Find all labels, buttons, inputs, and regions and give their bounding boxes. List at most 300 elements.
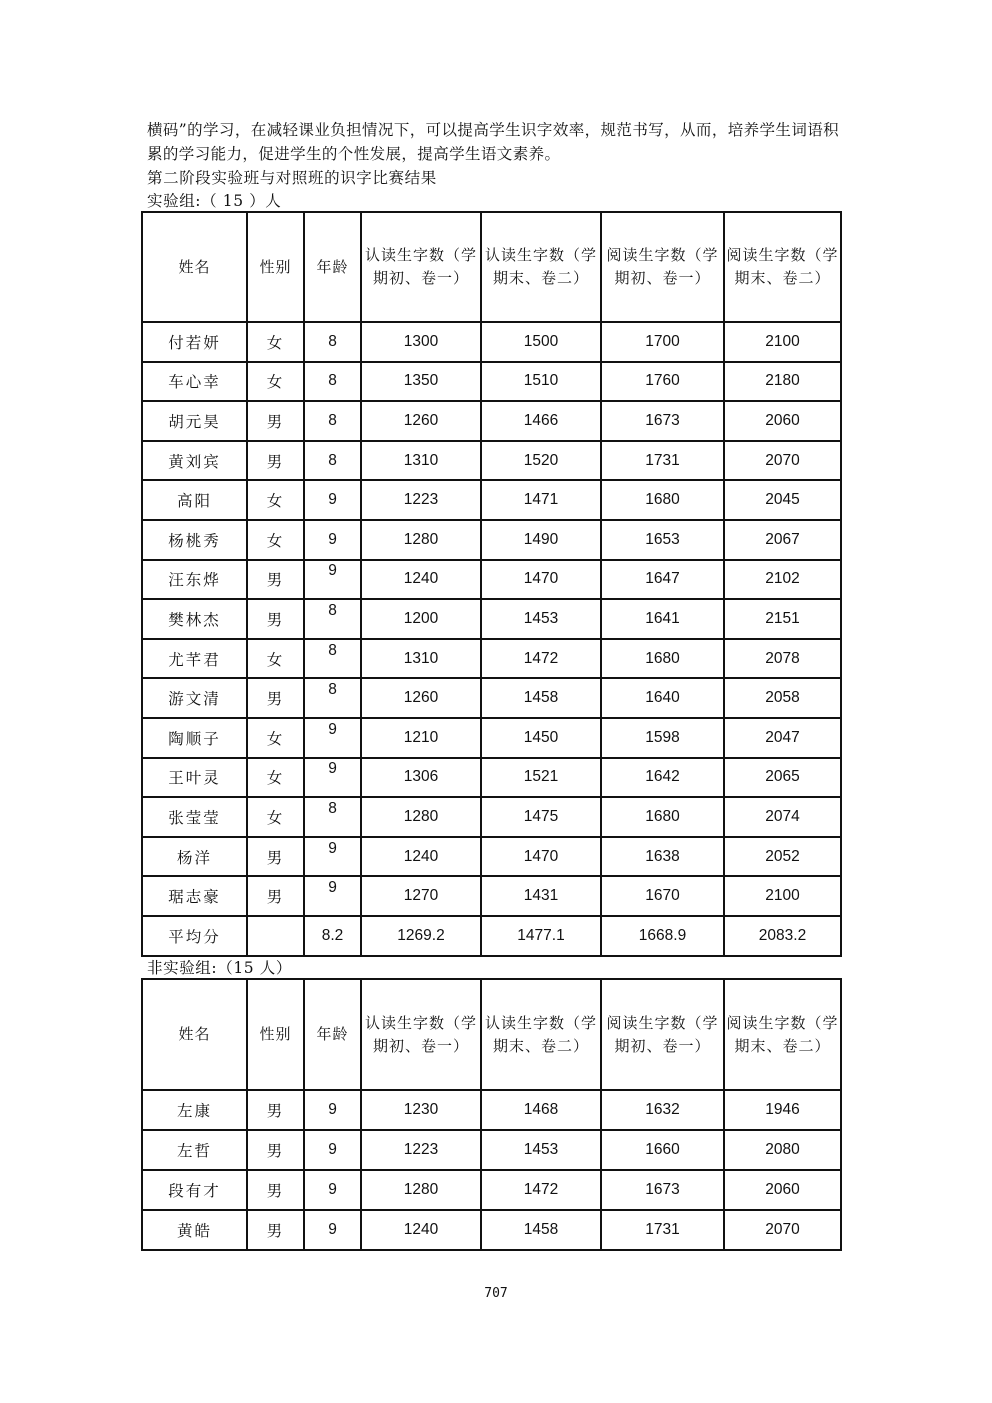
header-recog-end: 认读生字数（学期末、卷二）: [481, 212, 601, 322]
cell-age-text: 9: [328, 1221, 337, 1238]
cell-read-end-text: 2078: [765, 649, 800, 667]
cell-recog-start-text: 1310: [403, 451, 439, 469]
cell-name-text: 樊林杰: [168, 610, 221, 629]
cell-name: [142, 639, 247, 679]
cell-name-text: 左哲: [176, 1142, 212, 1160]
cell-age: [304, 1090, 361, 1130]
cell-recog-start: [361, 520, 481, 560]
cell-gender: [247, 718, 304, 758]
cell-name: [142, 599, 247, 639]
cell-age-text: 8: [328, 451, 337, 469]
cell-gender: [247, 758, 304, 798]
cell-age-text: 8: [328, 601, 337, 619]
cell-name: [142, 678, 247, 718]
cell-age: [304, 480, 361, 520]
cell-recog-start-text: 1240: [403, 570, 439, 588]
cell-recog-start-text: 1230: [403, 1101, 439, 1118]
cell-recog-end-text: 1458: [523, 689, 559, 707]
table-row: [142, 639, 841, 679]
cell-recog-end: [481, 401, 601, 441]
cell-age-text: 8.2: [321, 926, 344, 944]
cell-age: [304, 876, 361, 916]
cell-recog-end: [481, 480, 601, 520]
cell-read-start-text: 1598: [645, 728, 680, 746]
cell-name: [142, 480, 247, 520]
cell-recog-start-text: 1260: [403, 411, 439, 429]
cell-age-text: 9: [328, 1101, 337, 1118]
cell-age: [304, 362, 361, 402]
cell-recog-start: [361, 362, 481, 402]
table-row: [142, 480, 841, 520]
cell-gender-text: 女: [266, 531, 285, 550]
control-group-table: [141, 978, 842, 1251]
table-row: [142, 1130, 841, 1170]
cell-gender-text: 女: [266, 808, 285, 827]
cell-read-start: [601, 1090, 724, 1130]
cell-recog-end-text: 1521: [523, 768, 559, 786]
cell-recog-start-text: 1200: [403, 609, 439, 627]
cell-gender: [247, 322, 304, 362]
cell-recog-end: [481, 1130, 601, 1170]
cell-read-start: [601, 678, 724, 718]
cell-age-text: 8: [328, 372, 337, 390]
cell-recog-start: [361, 876, 481, 916]
cell-read-start-text: 1642: [645, 768, 680, 786]
cell-gender-text: 女: [266, 373, 285, 392]
cell-age: [304, 758, 361, 798]
cell-age: [304, 1130, 361, 1170]
cell-read-end: [724, 718, 841, 758]
cell-age-text: 8: [328, 681, 337, 699]
cell-recog-end-text: 1490: [523, 530, 559, 548]
cell-gender: [247, 362, 304, 402]
table-row: [142, 362, 841, 402]
experimental-group-label: [147, 189, 281, 211]
cell-read-end-text: 2058: [765, 689, 800, 707]
cell-name: [142, 797, 247, 837]
cell-read-start: [601, 362, 724, 402]
cell-gender-text: 男: [266, 412, 285, 431]
cell-read-end-text: 2180: [765, 372, 800, 390]
cell-name: [142, 401, 247, 441]
cell-read-end: [724, 401, 841, 441]
cell-age-text: 9: [328, 491, 337, 509]
cell-recog-end: [481, 362, 601, 402]
cell-age-text: 9: [328, 1181, 337, 1198]
cell-read-start-text: 1760: [645, 372, 680, 390]
cell-read-start: [601, 1130, 724, 1170]
cell-recog-end: [481, 322, 601, 362]
header-read-end: 阅读生字数（学期末、卷二）: [724, 212, 841, 322]
cell-name-text: 段有才: [168, 1182, 221, 1200]
cell-gender: [247, 837, 304, 877]
cell-age: [304, 1210, 361, 1250]
cell-recog-end-text: 1477.1: [517, 926, 565, 944]
header-gender: 性别: [247, 979, 304, 1090]
cell-age-text: 9: [328, 760, 337, 778]
cell-recog-end: [481, 441, 601, 481]
cell-recog-start-text: 1210: [403, 728, 439, 746]
cell-name: [142, 1130, 247, 1170]
cell-recog-end-text: 1470: [523, 570, 559, 588]
cell-recog-end-text: 1520: [523, 451, 559, 469]
cell-gender: [247, 1090, 304, 1130]
cell-read-start: [601, 1210, 724, 1250]
cell-read-start-text: 1668.9: [638, 926, 687, 944]
cell-read-start: [601, 599, 724, 639]
cell-read-start-text: 1731: [645, 1221, 680, 1238]
cell-read-start-text: 1680: [645, 491, 680, 509]
cell-read-end: [724, 599, 841, 639]
cell-recog-start: [361, 322, 481, 362]
cell-recog-start-text: 1280: [403, 530, 439, 548]
cell-age: [304, 639, 361, 679]
table-row: [142, 1170, 841, 1210]
cell-name: [142, 520, 247, 560]
header-name: 姓名: [142, 212, 247, 322]
control-group-label: [147, 956, 292, 978]
cell-gender: [247, 639, 304, 679]
table-row: [142, 758, 841, 798]
cell-recog-start-text: 1260: [403, 689, 439, 707]
table-row: [142, 520, 841, 560]
cell-gender: [247, 916, 304, 956]
cell-read-start: [601, 401, 724, 441]
cell-read-end-text: 1946: [765, 1101, 800, 1118]
cell-read-end-text: 2100: [765, 332, 800, 350]
cell-gender-text: 男: [266, 1182, 285, 1200]
cell-name-text: 左康: [176, 1102, 212, 1120]
cell-read-start: [601, 876, 724, 916]
cell-recog-start-text: 1270: [403, 887, 439, 905]
cell-read-start-text: 1673: [645, 1181, 680, 1198]
cell-name: [142, 837, 247, 877]
cell-read-start: [601, 1170, 724, 1210]
cell-age: [304, 401, 361, 441]
cell-recog-end-text: 1468: [523, 1101, 559, 1118]
cell-recog-start: [361, 401, 481, 441]
cell-name-text: 汪东烨: [168, 571, 221, 590]
cell-recog-start-text: 1280: [403, 807, 439, 825]
cell-read-start-text: 1647: [645, 570, 680, 588]
cell-age: [304, 322, 361, 362]
table-row: [142, 837, 841, 877]
cell-age: [304, 560, 361, 600]
cell-read-end-text: 2045: [765, 491, 800, 509]
cell-read-end-text: 2080: [765, 1141, 800, 1158]
cell-recog-end: [481, 837, 601, 877]
cell-recog-start: [361, 1170, 481, 1210]
cell-read-start-text: 1670: [645, 887, 680, 905]
cell-read-end: [724, 560, 841, 600]
cell-gender-text: 男: [266, 1102, 285, 1120]
cell-read-end-text: 2060: [765, 1181, 800, 1198]
cell-recog-start: [361, 916, 481, 956]
cell-recog-start-text: 1350: [403, 372, 439, 390]
table-header-row: [142, 979, 841, 1090]
cell-age-text: 9: [328, 879, 337, 897]
cell-name: [142, 718, 247, 758]
header-recog-end: 认读生字数（学期末、卷二）: [481, 979, 601, 1090]
cell-recog-start: [361, 1130, 481, 1170]
cell-read-start-text: 1700: [645, 332, 680, 350]
cell-read-end-text: 2074: [765, 807, 800, 825]
cell-read-end-text: 2151: [765, 609, 800, 627]
cell-recog-end: [481, 520, 601, 560]
cell-read-end: [724, 837, 841, 877]
cell-recog-end: [481, 678, 601, 718]
cell-gender: [247, 1210, 304, 1250]
cell-age: [304, 797, 361, 837]
cell-name: [142, 1170, 247, 1210]
cell-recog-end-text: 1472: [523, 649, 559, 667]
cell-read-end: [724, 797, 841, 837]
page-number: 707: [484, 1286, 508, 1301]
cell-read-end-text: 2047: [765, 728, 800, 746]
cell-read-end: [724, 916, 841, 956]
cell-gender: [247, 401, 304, 441]
cell-name-text: 张莹莹: [168, 808, 221, 827]
cell-recog-end-text: 1470: [523, 847, 559, 865]
cell-gender: [247, 678, 304, 718]
cell-recog-end: [481, 758, 601, 798]
cell-read-end: [724, 876, 841, 916]
cell-read-start: [601, 718, 724, 758]
table-row: [142, 876, 841, 916]
cell-read-end: [724, 1170, 841, 1210]
section-caption: 第二阶段实验班与对照班的识字比赛结果: [147, 169, 437, 187]
cell-recog-end: [481, 916, 601, 956]
cell-age-text: 9: [328, 530, 337, 548]
cell-gender: [247, 1130, 304, 1170]
cell-recog-start: [361, 1210, 481, 1250]
cell-age: [304, 1170, 361, 1210]
cell-recog-start: [361, 758, 481, 798]
table-row: [142, 322, 841, 362]
cell-gender-text: 男: [266, 888, 285, 907]
cell-recog-start-text: 1306: [403, 768, 439, 786]
cell-age: [304, 678, 361, 718]
cell-recog-start-text: 1280: [403, 1181, 439, 1198]
cell-recog-end: [481, 1170, 601, 1210]
cell-read-start: [601, 480, 724, 520]
cell-recog-start: [361, 480, 481, 520]
cell-age-text: 9: [328, 1141, 337, 1158]
cell-gender-text: 女: [266, 650, 285, 669]
cell-read-end: [724, 1210, 841, 1250]
cell-gender: [247, 1170, 304, 1210]
cell-name-text: 胡元昊: [168, 412, 221, 431]
table-row: [142, 1090, 841, 1130]
cell-recog-end: [481, 797, 601, 837]
cell-name: [142, 1210, 247, 1250]
cell-read-end: [724, 362, 841, 402]
header-read-start: 阅读生字数（学期初、卷一）: [601, 979, 724, 1090]
average-row: [142, 916, 841, 956]
cell-name: [142, 876, 247, 916]
cell-age: [304, 837, 361, 877]
cell-recog-end-text: 1450: [523, 728, 559, 746]
table-row: [142, 401, 841, 441]
cell-recog-end: [481, 560, 601, 600]
cell-read-start: [601, 639, 724, 679]
cell-read-start-text: 1640: [645, 689, 680, 707]
cell-gender-text: 男: [266, 690, 285, 709]
experimental-group-label-text: 实验组:（ 15 ）人: [147, 192, 281, 213]
cell-read-start: [601, 520, 724, 560]
cell-read-end: [724, 441, 841, 481]
cell-recog-end-text: 1458: [523, 1221, 559, 1238]
header-recog-start: 认读生字数（学期初、卷一）: [361, 212, 481, 322]
cell-age-text: 8: [328, 641, 337, 659]
cell-recog-end-text: 1472: [523, 1181, 559, 1198]
cell-gender-text: 男: [266, 848, 285, 867]
cell-read-start-text: 1731: [645, 451, 680, 469]
cell-name: [142, 441, 247, 481]
cell-recog-end: [481, 718, 601, 758]
table-row: [142, 560, 841, 600]
cell-name: [142, 560, 247, 600]
cell-read-start: [601, 322, 724, 362]
header-age: 年龄: [304, 212, 361, 322]
cell-name-text: 黄刘宾: [168, 452, 221, 471]
table-row: [142, 718, 841, 758]
cell-gender-text: 女: [266, 729, 285, 748]
cell-name: [142, 362, 247, 402]
cell-recog-end-text: 1466: [523, 411, 559, 429]
cell-age-text: 9: [328, 720, 337, 738]
header-recog-start: 认读生字数（学期初、卷一）: [361, 979, 481, 1090]
cell-read-end-text: 2065: [765, 768, 800, 786]
header-read-end: 阅读生字数（学期末、卷二）: [724, 979, 841, 1090]
cell-read-start: [601, 560, 724, 600]
cell-recog-start: [361, 441, 481, 481]
cell-recog-start-text: 1269.2: [397, 926, 445, 944]
cell-name-text: 游文清: [168, 690, 221, 709]
cell-name: [142, 1090, 247, 1130]
cell-recog-end-text: 1453: [523, 1141, 559, 1158]
cell-gender-text: 女: [266, 333, 285, 352]
cell-name-text: 高阳: [176, 492, 212, 511]
cell-recog-start-text: 1300: [403, 332, 439, 350]
cell-name-text: 车心幸: [168, 373, 221, 392]
cell-gender: [247, 876, 304, 916]
cell-read-start-text: 1632: [645, 1101, 680, 1118]
cell-read-end: [724, 639, 841, 679]
cell-name-text: 琚志豪: [168, 888, 221, 907]
cell-age-text: 9: [328, 839, 337, 857]
cell-read-start: [601, 837, 724, 877]
experimental-group-table: [141, 211, 842, 957]
cell-read-end: [724, 480, 841, 520]
cell-gender-text: 男: [266, 571, 285, 590]
cell-recog-end-text: 1500: [523, 332, 559, 350]
cell-recog-start-text: 1310: [403, 649, 439, 667]
cell-recog-start: [361, 599, 481, 639]
cell-gender: [247, 480, 304, 520]
cell-age-text: 9: [328, 562, 337, 580]
cell-read-end-text: 2100: [765, 887, 800, 905]
table-row: [142, 1210, 841, 1250]
cell-read-end: [724, 1090, 841, 1130]
cell-name-text: 平均分: [168, 927, 221, 946]
cell-gender: [247, 520, 304, 560]
cell-read-end: [724, 758, 841, 798]
cell-gender: [247, 797, 304, 837]
cell-gender: [247, 560, 304, 600]
table-row: [142, 678, 841, 718]
cell-name: [142, 758, 247, 798]
cell-read-end: [724, 678, 841, 718]
cell-read-end: [724, 1130, 841, 1170]
cell-read-start-text: 1680: [645, 649, 680, 667]
cell-recog-start: [361, 718, 481, 758]
cell-gender-text: 女: [266, 769, 285, 788]
cell-recog-end: [481, 876, 601, 916]
cell-recog-start-text: 1240: [403, 847, 439, 865]
cell-read-start: [601, 758, 724, 798]
cell-recog-end: [481, 1090, 601, 1130]
header-name: 姓名: [142, 979, 247, 1090]
cell-name: [142, 916, 247, 956]
cell-age-text: 8: [328, 799, 337, 817]
cell-recog-end-text: 1453: [523, 609, 559, 627]
cell-read-start-text: 1680: [645, 807, 680, 825]
cell-recog-end-text: 1431: [523, 887, 559, 905]
cell-gender-text: 男: [266, 610, 285, 629]
cell-age: [304, 441, 361, 481]
cell-recog-end: [481, 639, 601, 679]
cell-read-start-text: 1660: [645, 1141, 680, 1158]
header-read-start: 阅读生字数（学期初、卷一）: [601, 212, 724, 322]
cell-gender: [247, 599, 304, 639]
cell-name-text: 尤芊君: [168, 650, 221, 669]
cell-read-end-text: 2060: [765, 411, 800, 429]
cell-read-end-text: 2070: [765, 451, 800, 469]
cell-recog-end: [481, 599, 601, 639]
cell-recog-start-text: 1223: [403, 1141, 439, 1158]
cell-recog-start: [361, 560, 481, 600]
cell-read-start-text: 1653: [645, 530, 680, 548]
cell-recog-end: [481, 1210, 601, 1250]
cell-read-start: [601, 441, 724, 481]
cell-read-end-text: 2067: [765, 530, 800, 548]
cell-recog-start: [361, 1090, 481, 1130]
table-row: [142, 441, 841, 481]
cell-read-end: [724, 322, 841, 362]
table-row: [142, 797, 841, 837]
cell-read-end-text: 2083.2: [758, 926, 807, 944]
cell-recog-start: [361, 837, 481, 877]
cell-recog-start: [361, 678, 481, 718]
cell-read-end-text: 2070: [765, 1221, 800, 1238]
cell-read-start: [601, 916, 724, 956]
cell-read-start: [601, 797, 724, 837]
cell-recog-start: [361, 639, 481, 679]
control-group-label-text: 非实验组:（15 人）: [147, 959, 292, 980]
cell-gender-text: 男: [266, 452, 285, 471]
cell-read-start-text: 1638: [645, 847, 680, 865]
cell-age-text: 8: [328, 411, 337, 429]
body-paragraph: 横码”的学习，在减轻课业负担情况下，可以提高学生识字效率，规范书写，从而，培养学生词语积累的学习能力，促进学生的个性发展，提高学生语文素养。: [147, 121, 840, 163]
cell-gender-text: 男: [266, 1222, 285, 1240]
header-age: 年龄: [304, 979, 361, 1090]
cell-name-text: 付若妍: [168, 333, 221, 352]
cell-age-text: 8: [328, 332, 337, 350]
cell-read-start-text: 1641: [645, 609, 680, 627]
cell-read-start-text: 1673: [645, 411, 680, 429]
table-row: [142, 599, 841, 639]
